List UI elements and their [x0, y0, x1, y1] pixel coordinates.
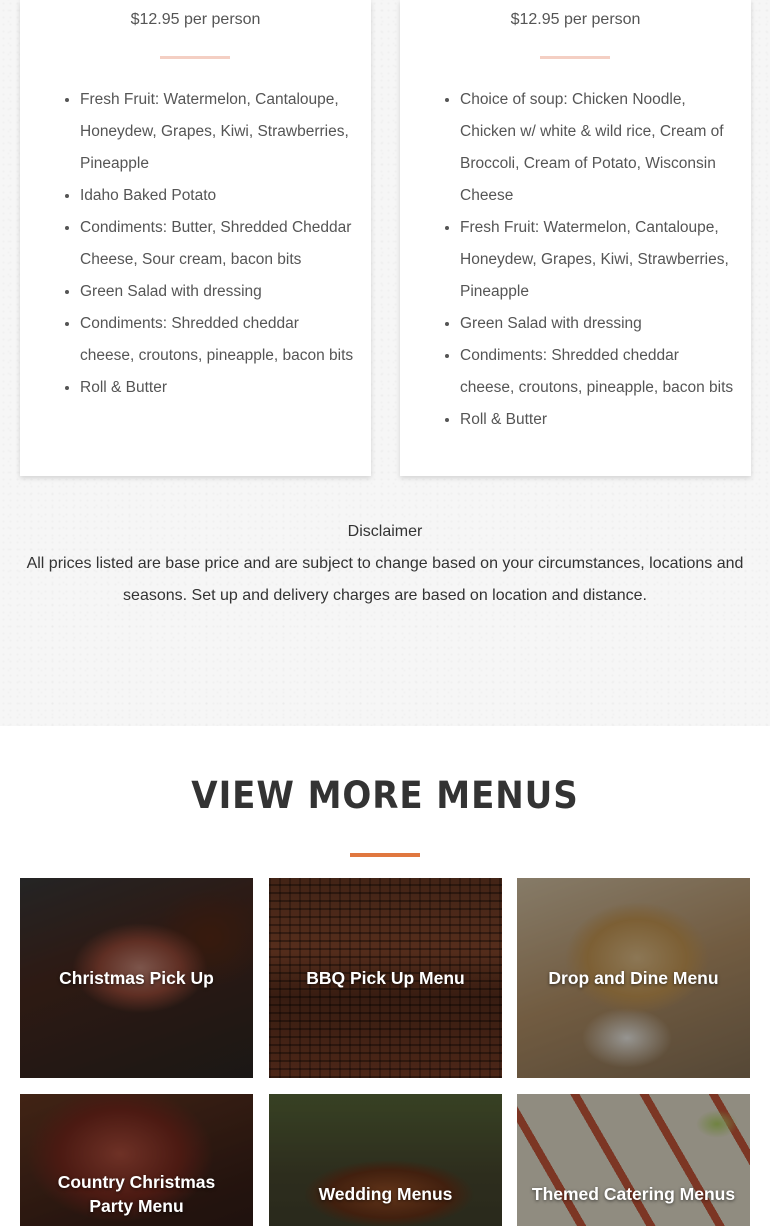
- menu-tile-country-christmas-party[interactable]: [20, 1094, 253, 1226]
- menu-tile-label: BBQ Pick Up Menu: [306, 968, 465, 988]
- list-item: • Fresh Fruit: Watermelon, Cantaloupe, Honeydew, Grapes, Kiwi, Strawberries, Pineapple: [460, 212, 735, 308]
- card-divider: [160, 56, 230, 59]
- menu-tile-label: Country Christmas Party Menu: [57, 1172, 216, 1216]
- list-item: • Idaho Baked Potato: [80, 180, 357, 212]
- price-per-person: $12.95 per person: [130, 11, 261, 28]
- menu-tile-wedding[interactable]: [269, 1094, 502, 1226]
- menu-item-list: [460, 84, 735, 436]
- menu-tile-label: Wedding Menus: [318, 1184, 453, 1204]
- list-item: • Roll & Butter: [80, 372, 357, 404]
- list-item: • Condiments: Shredded cheddar cheese, croutons, pineapple, bacon bits: [460, 340, 735, 404]
- menu-tile-label: Christmas Pick Up: [59, 968, 214, 988]
- menu-tile-bbq-pick-up[interactable]: [269, 878, 502, 1078]
- section-title: VIEW MORE MENUS: [191, 774, 579, 817]
- menu-item-list: [80, 84, 357, 404]
- disclaimer-text: All prices listed are base price and are subject to change based on your circumstances, locations and seasons. Set up and delivery charges are based on location and distance.: [26, 555, 744, 604]
- title-divider: [350, 853, 420, 857]
- card-divider: [540, 56, 610, 59]
- menu-tile-label: Themed Catering Menus: [531, 1184, 736, 1204]
- menu-tile-christmas-pick-up[interactable]: [20, 878, 253, 1078]
- menu-tile-drop-and-dine[interactable]: [517, 878, 750, 1078]
- disclaimer-heading: Disclaimer: [347, 523, 423, 540]
- list-item: • Roll & Butter: [460, 404, 735, 436]
- menu-tile-themed-catering[interactable]: [517, 1094, 750, 1226]
- disclaimer: [20, 516, 750, 612]
- list-item: • Green Salad with dressing: [80, 276, 357, 308]
- list-item: • Condiments: Shredded cheddar cheese, croutons, pineapple, bacon bits: [80, 308, 357, 372]
- list-item: • Green Salad with dressing: [460, 308, 735, 340]
- menu-card-right: [400, 0, 751, 476]
- list-item: • Choice of soup: Chicken Noodle, Chicken w/ white & wild rice, Cream of Broccoli, Cream of Potato, Wisconsin Cheese: [460, 84, 735, 212]
- menu-card-left: [20, 0, 371, 476]
- list-item: • Condiments: Butter, Shredded Cheddar Cheese, Sour cream, bacon bits: [80, 212, 357, 276]
- menu-tile-label: Drop and Dine Menu: [548, 968, 719, 988]
- list-item: • Fresh Fruit: Watermelon, Cantaloupe, Honeydew, Grapes, Kiwi, Strawberries, Pineapple: [80, 84, 357, 180]
- price-per-person: $12.95 per person: [510, 11, 641, 28]
